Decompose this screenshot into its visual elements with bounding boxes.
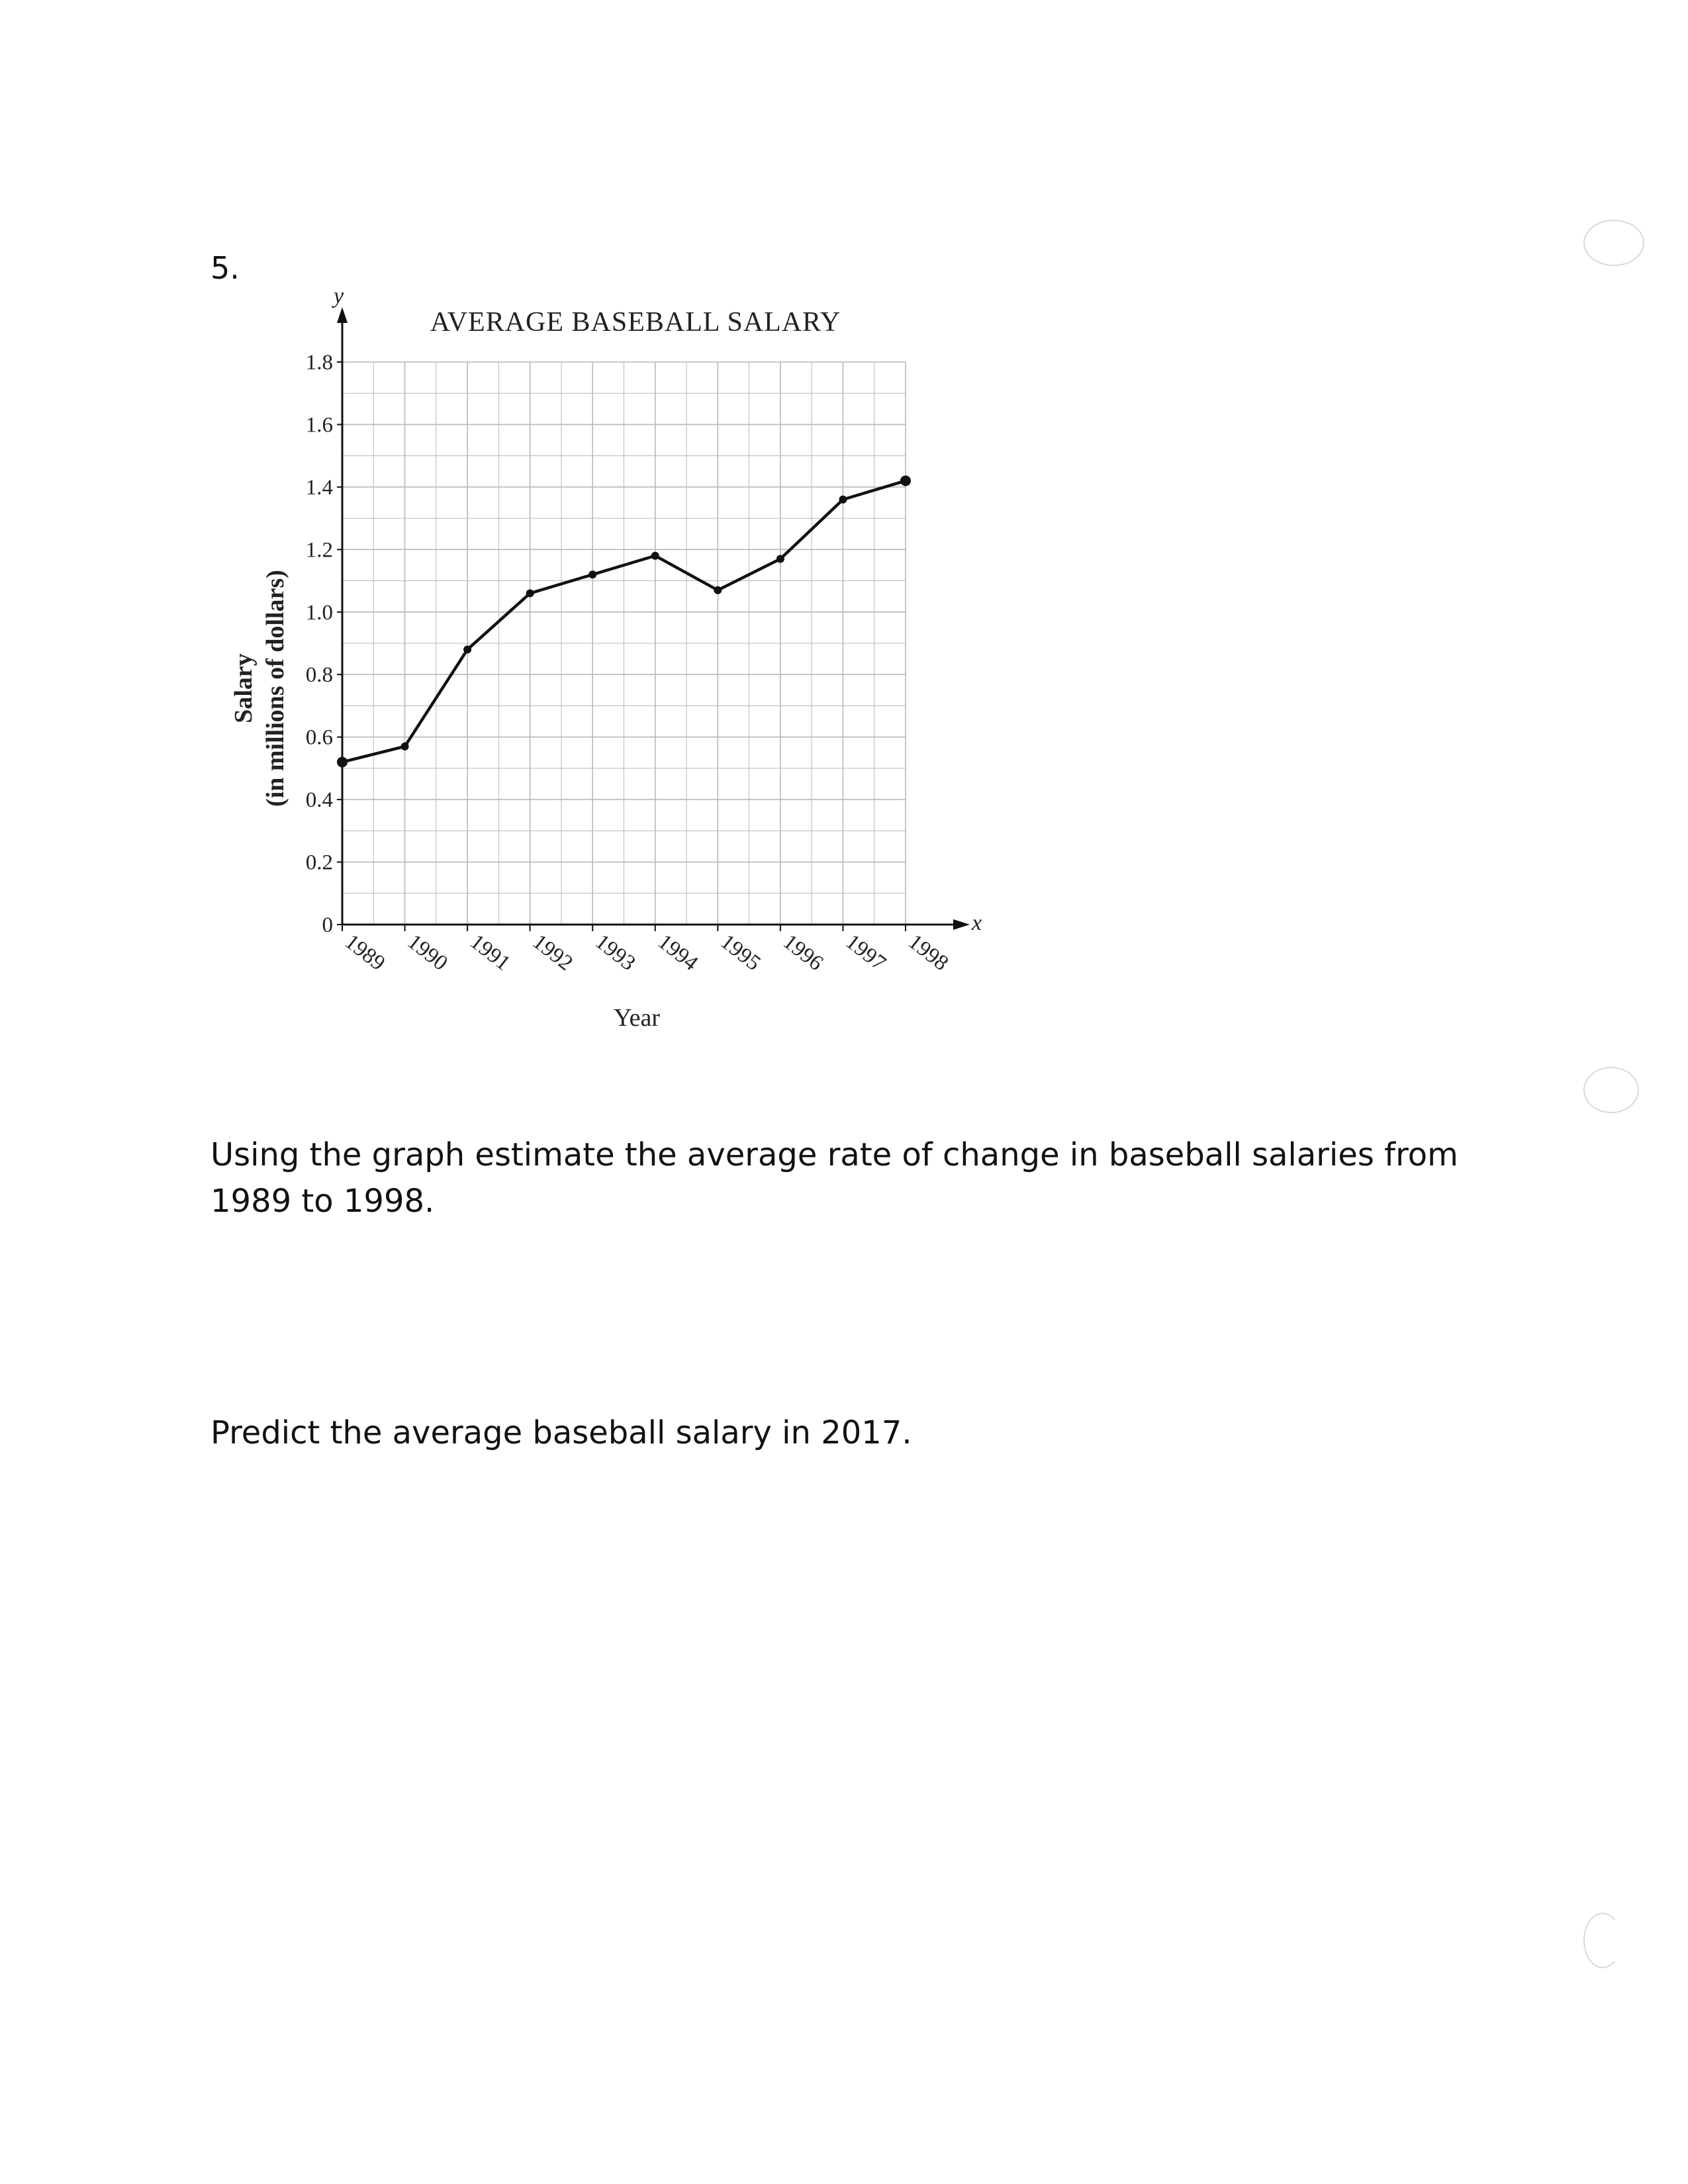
chart-axes xyxy=(337,307,970,930)
y-tick-label: 1.6 xyxy=(305,413,333,437)
chart-grid xyxy=(342,362,906,925)
data-point xyxy=(588,570,596,578)
x-tick-label: 1995 xyxy=(716,929,765,976)
y-tick-label: 1.0 xyxy=(305,600,333,625)
y-axis-label: Salary xyxy=(230,653,258,723)
question-rate-of-change: Using the graph estimate the average rate of change in baseball salaries from 1989 to 1998. xyxy=(211,1136,1458,1220)
y-axis-arrow xyxy=(337,307,348,323)
x-tick-label: 1994 xyxy=(653,929,703,976)
x-tick-label: 1997 xyxy=(841,929,890,976)
y-tick-label: 1.4 xyxy=(305,475,333,500)
x-tick-label: 1993 xyxy=(590,929,640,976)
question-predict-salary: Predict the average baseball salary in 2017. xyxy=(211,1414,912,1451)
y-axis-sublabel: (in millions of dollars) xyxy=(261,570,289,807)
x-axis-label: Year xyxy=(613,1004,661,1032)
data-point xyxy=(776,555,784,563)
y-tick-label: 0 xyxy=(322,913,333,937)
problem-number: 5. xyxy=(211,250,240,286)
chart-title: AVERAGE BASEBALL SALARY xyxy=(430,307,841,338)
y-tick-label: 1.8 xyxy=(305,351,333,375)
data-point xyxy=(526,589,534,597)
chart-svg xyxy=(199,278,1006,1066)
data-point xyxy=(463,645,471,653)
y-tick-label: 0.6 xyxy=(305,725,333,750)
x-tick-labels xyxy=(340,925,953,976)
salary-chart xyxy=(199,278,1006,1066)
data-point xyxy=(839,496,847,504)
x-tick-label: 1998 xyxy=(904,929,953,976)
y-tick-label: 0.2 xyxy=(305,850,333,875)
x-tick-label: 1992 xyxy=(528,929,577,976)
x-axis-letter: x xyxy=(972,911,982,935)
x-tick-label: 1990 xyxy=(402,929,452,976)
data-point xyxy=(651,552,659,560)
y-tick-label: 0.8 xyxy=(305,663,333,688)
y-tick-label: 1.2 xyxy=(305,538,333,563)
y-tick-label: 0.4 xyxy=(305,788,333,813)
punch-hole-bottom xyxy=(1583,1913,1622,1968)
punch-hole-middle xyxy=(1583,1067,1639,1113)
x-tick-label: 1991 xyxy=(465,929,515,976)
y-axis-letter: y xyxy=(334,284,344,308)
x-axis-arrow xyxy=(953,919,970,930)
punch-hole-top xyxy=(1583,220,1644,266)
data-point xyxy=(900,475,911,486)
data-point xyxy=(401,743,409,751)
y-tick-labels xyxy=(306,351,342,937)
data-point xyxy=(337,756,348,767)
x-tick-label: 1989 xyxy=(340,929,390,976)
x-tick-label: 1996 xyxy=(778,929,828,976)
data-point xyxy=(714,586,722,594)
